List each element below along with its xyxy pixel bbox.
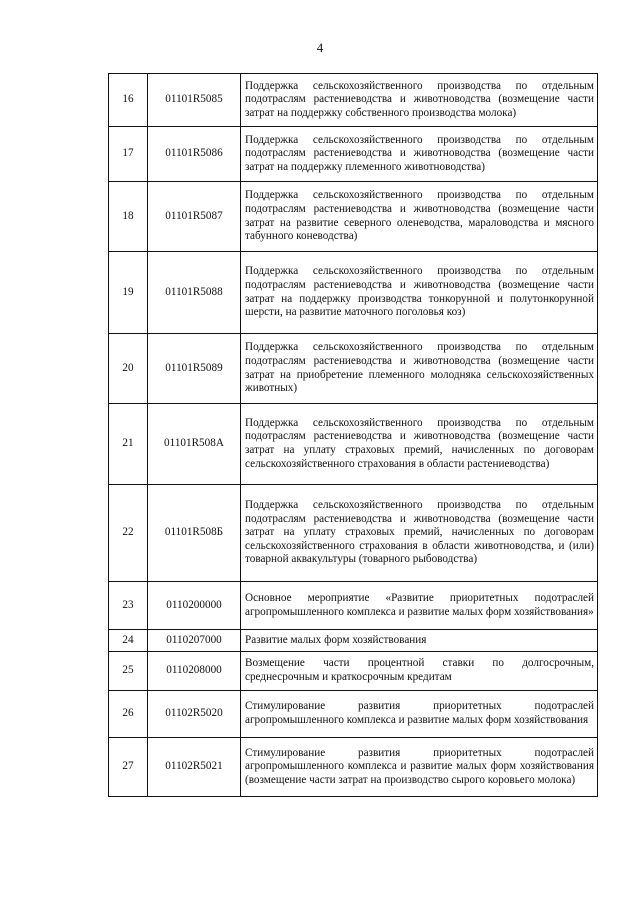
target-article-code: 0110207000 <box>148 630 241 652</box>
article-description: Поддержка сельскохозяйственного производства по отдельным подотраслям растениеводства и животноводства (возмещение части затрат на поддержку собственного производства молока) <box>241 74 598 127</box>
table-row <box>109 630 598 652</box>
target-article-code: 01101R508А <box>148 404 241 485</box>
article-description: Стимулирование развития приоритетных подотраслей агропромышленного комплекса и развитие малых форм хозяйствования <box>241 691 598 738</box>
row-number: 19 <box>109 252 148 334</box>
target-article-code: 01101R5087 <box>148 182 241 252</box>
row-number: 26 <box>109 691 148 738</box>
target-article-code: 01102R5021 <box>148 738 241 797</box>
target-article-code: 01101R5089 <box>148 334 241 404</box>
page-number: 4 <box>316 40 324 55</box>
target-article-code: 01101R508Б <box>148 485 241 582</box>
row-number: 23 <box>109 582 148 630</box>
row-number: 16 <box>109 74 148 127</box>
row-number: 22 <box>109 485 148 582</box>
article-description: Поддержка сельскохозяйственного производства по отдельным подотраслям растениеводства и животноводства (возмещение части затрат на уплату страховых премий, начисленных по договорам сельскохозяйственного страхования в области растениеводства) <box>241 404 598 485</box>
row-number: 18 <box>109 182 148 252</box>
target-article-code: 01101R5086 <box>148 127 241 182</box>
table-row <box>109 738 598 797</box>
row-number: 25 <box>109 652 148 691</box>
article-description: Основное мероприятие «Развитие приоритетных подотраслей агропромышленного комплекса и развитие малых форм хозяйствования» <box>241 582 598 630</box>
table-row <box>109 127 598 182</box>
article-description: Поддержка сельскохозяйственного производства по отдельным подотраслям растениеводства и животноводства (возмещение части затрат на поддержку производства тонкорунной и полутонкорунной шерсти, на развитие маточного поголовья коз) <box>241 252 598 334</box>
target-article-code: 0110200000 <box>148 582 241 630</box>
table-row <box>109 334 598 404</box>
table-row <box>109 652 598 691</box>
article-description: Поддержка сельскохозяйственного производства по отдельным подотраслям растениеводства и животноводства (возмещение части затрат на развитие северного оленеводства, мараловодства и мясного табунного коневодства) <box>241 182 598 252</box>
table-row <box>109 182 598 252</box>
table-row <box>109 74 598 127</box>
row-number: 21 <box>109 404 148 485</box>
row-number: 17 <box>109 127 148 182</box>
target-article-code: 0110208000 <box>148 652 241 691</box>
article-description: Поддержка сельскохозяйственного производства по отдельным подотраслям растениеводства и животноводства (возмещение части затрат на приобретение племенного молодняка сельскохозяйственных животных) <box>241 334 598 404</box>
table-row <box>109 404 598 485</box>
article-description: Поддержка сельскохозяйственного производства по отдельным подотраслям растениеводства и животноводства (возмещение части затрат на уплату страховых премий, начисленных по договорам сельскохозяйственного страхования в области животноводства, и (или) товарной аквакультуры (товарного рыбоводства) <box>241 485 598 582</box>
row-number: 20 <box>109 334 148 404</box>
article-description: Поддержка сельскохозяйственного производства по отдельным подотраслям растениеводства и животноводства (возмещение части затрат на поддержку племенного животноводства) <box>241 127 598 182</box>
article-description: Стимулирование развития приоритетных подотраслей агропромышленного комплекса и развитие малых форм хозяйствования (возмещение части затрат на производство сырого коровьего молока) <box>241 738 598 797</box>
row-number: 27 <box>109 738 148 797</box>
row-number: 24 <box>109 630 148 652</box>
article-description: Развитие малых форм хозяйствования <box>241 630 598 652</box>
article-description: Возмещение части процентной ставки по долгосрочным, среднесрочным и краткосрочным кредитам <box>241 652 598 691</box>
table-row <box>109 582 598 630</box>
target-article-code: 01102R5020 <box>148 691 241 738</box>
target-article-code: 01101R5088 <box>148 252 241 334</box>
table-row <box>109 691 598 738</box>
table-row <box>109 485 598 582</box>
target-article-code: 01101R5085 <box>148 74 241 127</box>
budget-classification-table <box>108 73 598 797</box>
table-row <box>109 252 598 334</box>
